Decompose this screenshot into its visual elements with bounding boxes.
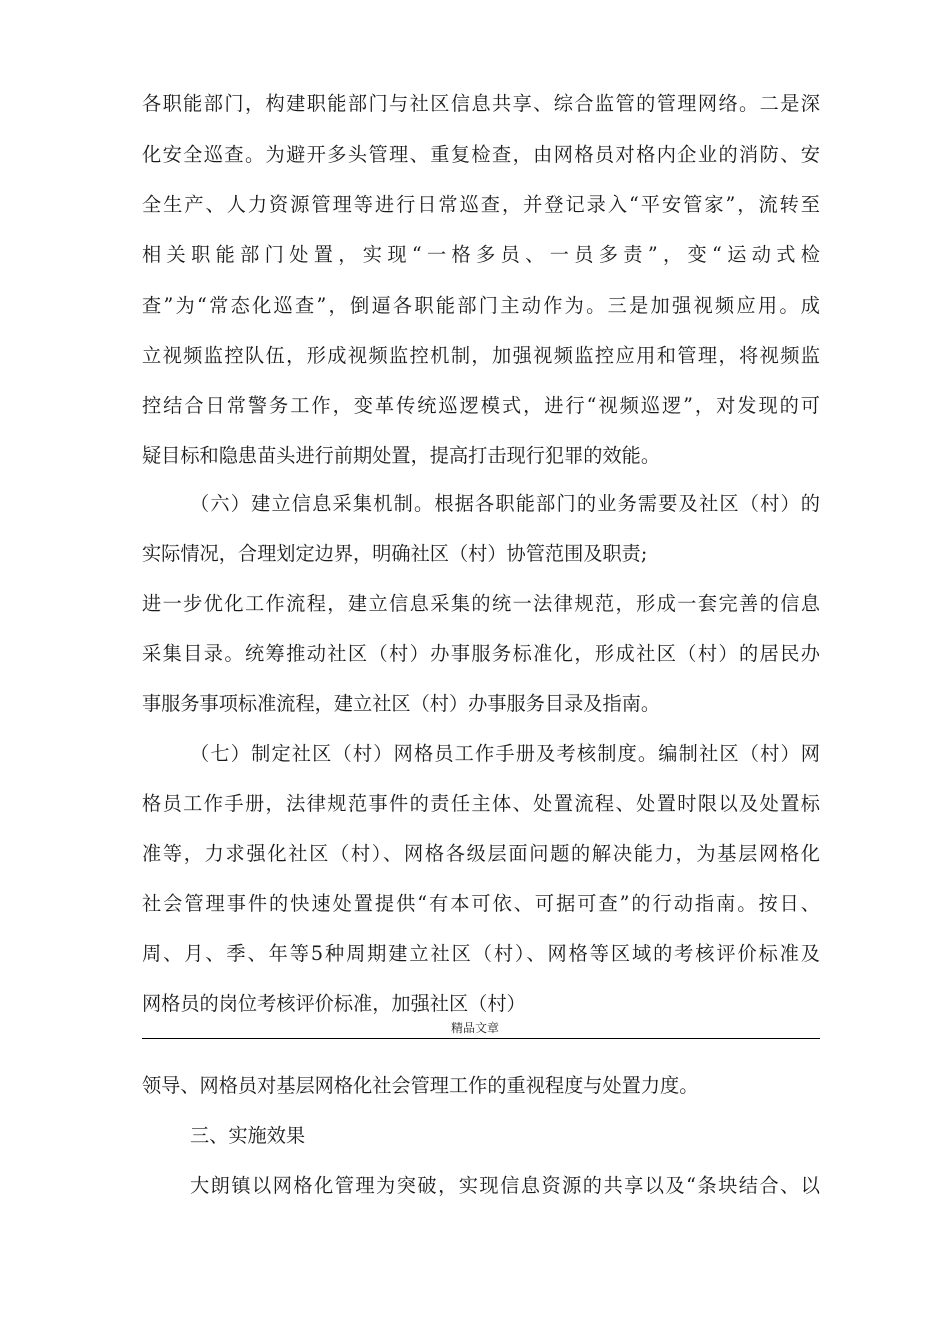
text-line: 立视频监控队伍，形成视频监控机制，加强视频监控应用和管理，将视频监	[142, 344, 820, 367]
text-line: 全生产、人力资源管理等进行日常巡查，并登记录入“平安管家”，流转至	[142, 193, 820, 216]
page-footer-label: 精品文章	[450, 1021, 499, 1035]
section-heading-line: （七）制定社区（村）网格员工作手册及考核制度。编制社区（村）网	[190, 742, 820, 765]
text-line: 相关职能部门处置，实现“一格多员、一员多责”，变“运动式检	[142, 243, 820, 266]
text-line: 化安全巡查。为避开多头管理、重复检查，由网格员对格内企业的消防、安	[142, 143, 820, 166]
footer-divider	[142, 1038, 820, 1039]
text-line: 周、月、季、年等5种周期建立社区（村）、网格等区域的考核评价标准及	[142, 942, 820, 965]
text-line: 查”为“常态化巡查”，倒逼各职能部门主动作为。三是加强视频应用。成	[142, 294, 820, 317]
section-heading-line: （六）建立信息采集机制。根据各职能部门的业务需要及社区（村）的	[190, 492, 820, 515]
text-line: 进一步优化工作流程，建立信息采集的统一法律规范，形成一套完善的信息	[142, 592, 820, 615]
text-line: 社会管理事件的快速处置提供“有本可依、可据可查”的行动指南。按日、	[142, 892, 820, 915]
text-line: 实际情况，合理划定边界，明确社区（村）协管范围及职责;	[142, 542, 648, 565]
text-line: 采集目录。统筹推动社区（村）办事服务标准化，形成社区（村）的居民办	[142, 642, 820, 665]
text-line: 网格员的岗位考核评价标准，加强社区（村）	[142, 992, 526, 1015]
text-line: 大朗镇以网格化管理为突破，实现信息资源的共享以及“条块结合、以	[190, 1174, 820, 1197]
text-line: 事服务事项标准流程，建立社区（村）办事服务目录及指南。	[142, 692, 661, 715]
text-line: 准等，力求强化社区（村）、网格各级层面问题的解决能力，为基层网格化	[142, 842, 820, 865]
text-line: 各职能部门，构建职能部门与社区信息共享、综合监管的管理网络。二是深	[142, 92, 820, 115]
text-line: 控结合日常警务工作，变革传统巡逻模式，进行“视频巡逻”，对发现的可	[142, 394, 820, 417]
text-line: 疑目标和隐患苗头进行前期处置，提高打击现行犯罪的效能。	[142, 444, 661, 467]
text-line: 领导、网格员对基层网格化社会管理工作的重视程度与处置力度。	[142, 1074, 699, 1097]
section-title: 三、实施效果	[190, 1124, 306, 1147]
text-line: 格员工作手册，法律规范事件的责任主体、处置流程、处置时限以及处置标	[142, 792, 820, 815]
